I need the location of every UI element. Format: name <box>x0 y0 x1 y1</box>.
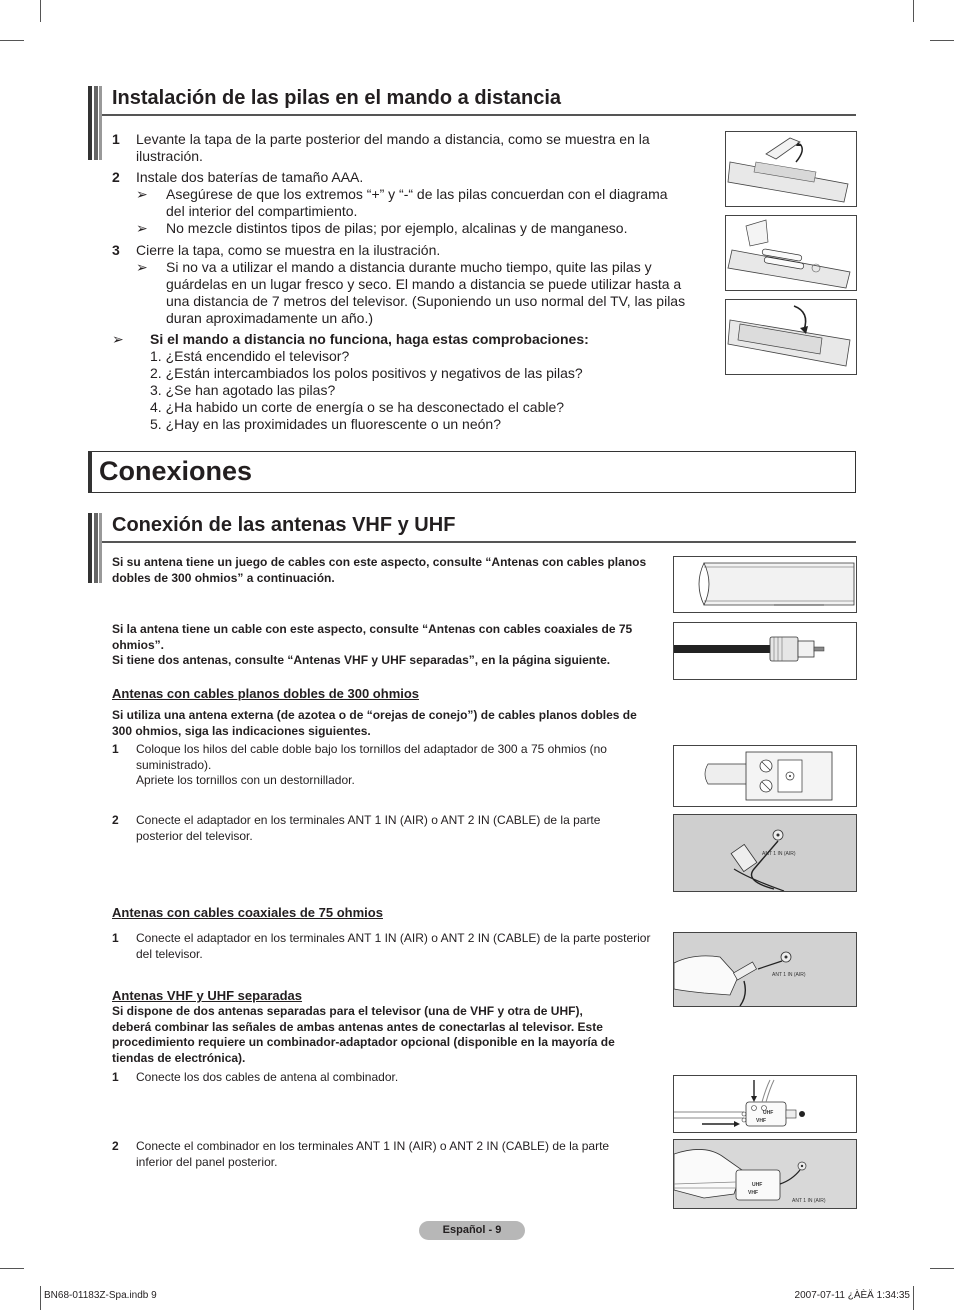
crop-mark <box>913 1286 914 1310</box>
step-300-ohm-2: 2 Conecte el adaptador en los terminales ANT 1 IN (AIR) o ANT 2 IN (CABLE) de la parte posterior del televisor. <box>112 813 601 843</box>
troubleshooting-block <box>112 331 712 433</box>
page-number-badge: Español - 9 <box>419 1221 525 1240</box>
section-marker <box>88 513 102 583</box>
check-item: 4. ¿Ha habido un corte de energía o se ha desconectado el cable? <box>150 399 565 415</box>
adapter-to-tv-illustration <box>673 814 857 892</box>
intro-flat-cable: Si su antena tiene un juego de cables con este aspecto, consulte “Antenas con cables planos dobles de 300 ohmios” a continuación. <box>112 555 647 585</box>
section-marker <box>88 86 102 160</box>
section-rule <box>102 541 856 543</box>
intro-coax-cable: Si la antena tiene un cable con este aspecto, consulte “Antenas con cables coaxiales de 75 ohmios”. Si tiene dos antenas, consulte “Antenas VHF y UHF separadas”, en la página siguiente. <box>112 622 633 667</box>
subheading-75-ohm: Antenas con cables coaxiales de 75 ohmios <box>112 905 383 920</box>
subheading-300-ohm: Antenas con cables planos dobles de 300 ohmios <box>112 686 420 701</box>
vhf-label: VHF <box>748 1190 758 1196</box>
note-battery-polarity: ➢ Asegúrese de que los extremos “+” y “-“ de las pilas concuerdan con el diagrama del interior del compartimiento. <box>136 186 668 219</box>
section-rule <box>102 114 856 116</box>
coax-to-tv-illustration <box>673 932 857 1007</box>
troubleshooting-heading: Si el mando a distancia no funciona, haga estas comprobaciones: <box>150 331 589 347</box>
check-item: 1. ¿Está encendido el televisor? <box>150 348 350 364</box>
arrow-icon: ➢ <box>136 220 148 236</box>
step-75-ohm-1: 1 Conecte el adaptador en los terminales ANT 1 IN (AIR) o ANT 2 IN (CABLE) de la parte posterior del televisor. <box>112 931 651 961</box>
section-title-remote-batteries: Instalación de las pilas en el mando a distancia <box>112 87 562 109</box>
step-1: 1 Levante la tapa de la parte posterior del mando a distancia, como se muestra en la ilustración. <box>112 131 650 164</box>
ant1-in-air-label: ANT 1 IN (AIR) <box>772 972 806 978</box>
uhf-label: UHF <box>752 1182 763 1188</box>
coaxial-cable-illustration <box>673 622 857 680</box>
flat-twin-lead-cable-illustration <box>673 556 857 613</box>
adapter-screws-illustration <box>673 745 857 807</box>
desc-300-ohm: Si utiliza una antena externa (de azotea o de “orejas de conejo”) de cables planos dobles de 300 ohmios, siga las indicaciones siguientes. <box>112 708 637 738</box>
check-item: 3. ¿Se han agotado las pilas? <box>150 382 336 398</box>
remote-close-cover-illustration <box>725 299 857 375</box>
arrow-icon: ➢ <box>136 259 148 275</box>
subheading-vhf-uhf-separate: Antenas VHF y UHF separadas <box>112 988 303 1003</box>
footer-timestamp: 2007-07-11 ¿ÀÈÄ 1:34:35 <box>794 1290 910 1301</box>
step-3: 3 Cierre la tapa, como se muestra en la ilustración. <box>112 242 441 258</box>
arrow-icon: ➢ <box>136 186 148 202</box>
uhf-label: UHF <box>763 1110 774 1116</box>
chapter-title: Conexiones <box>99 456 253 486</box>
arrow-icon: ➢ <box>112 331 124 347</box>
step-separate-1: 1 Conecte los dos cables de antena al combinador. <box>112 1070 399 1084</box>
crop-mark <box>40 0 41 22</box>
step-300-ohm-1: 1 Coloque los hilos del cable doble bajo los tornillos del adaptador de 300 a 75 ohmios (no suministrado). Apriete los tornillos con un destornillador. <box>112 742 607 787</box>
step-separate-2: 2 Conecte el combinador en los terminales ANT 1 IN (AIR) o ANT 2 IN (CABLE) de la parte inferior del panel posterior. <box>112 1139 610 1169</box>
crop-mark <box>40 1286 41 1310</box>
crop-mark <box>913 0 914 22</box>
desc-vhf-uhf-separate: Si dispone de dos antenas separadas para el televisor (una de VHF y otra de UHF), deberá combinar las señales de ambas antenas antes de conectarlas al televisor. Este procedimiento requiere un combinador-adaptador opcional (disponible en la mayoría de tiendas de electrónica). <box>112 1004 615 1065</box>
step-2: 2 Instale dos baterías de tamaño AAA. <box>112 169 364 185</box>
note-storage: ➢ Si no va a utilizar el mando a distancia durante mucho tiempo, quite las pilas y guárdelas en un lugar fresco y seco. El mando a distancia se puede utilizar hasta a una distancia de 7 metros del televisor. (Suponiendo un uso normal del TV, las pilas duran aproximadamente un año.) <box>136 259 686 326</box>
crop-mark <box>930 40 954 41</box>
combiner-to-tv-illustration <box>673 1139 857 1209</box>
footer-file-info: BN68-01183Z-Spa.indb 9 <box>44 1290 157 1301</box>
remote-insert-batteries-illustration <box>725 215 857 291</box>
ant1-in-air-label: ANT 1 IN (AIR) <box>792 1198 826 1204</box>
check-item: 2. ¿Están intercambiados los polos positivos y negativos de las pilas? <box>150 365 583 381</box>
note-battery-types: ➢ No mezcle distintos tipos de pilas; por ejemplo, alcalinas y de manganeso. <box>136 220 628 236</box>
vhf-label: VHF <box>756 1118 766 1124</box>
remote-open-cover-illustration <box>725 131 857 207</box>
chapter-header-box <box>88 451 856 493</box>
crop-mark <box>930 1268 954 1269</box>
section-title-vhf-uhf: Conexión de las antenas VHF y UHF <box>112 514 456 536</box>
ant1-in-air-label: ANT 1 IN (AIR) <box>762 851 796 857</box>
crop-mark <box>0 40 24 41</box>
crop-mark <box>0 1268 24 1269</box>
check-item: 5. ¿Hay en las proximidades un fluorescente o un neón? <box>150 416 501 432</box>
combiner-illustration <box>673 1075 857 1133</box>
